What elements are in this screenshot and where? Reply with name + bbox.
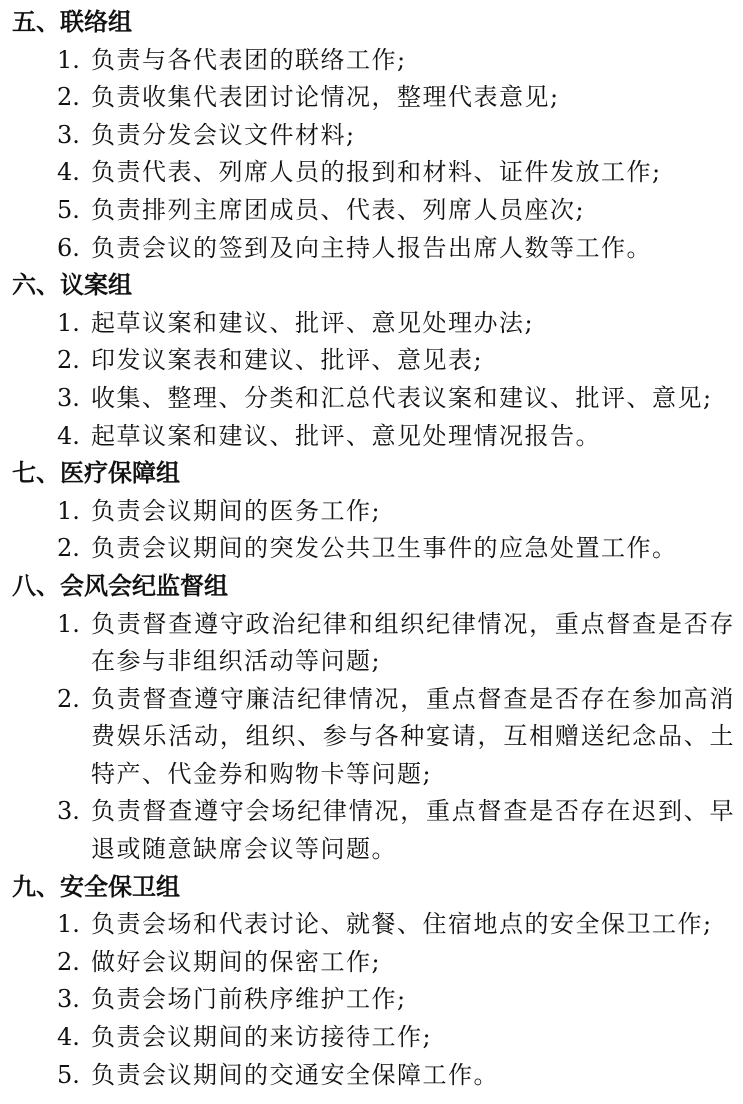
item-number: 3. — [57, 797, 80, 826]
section-medical — [12, 455, 735, 568]
item-text: 负责排列主席团成员、代表、列席人员座次; — [91, 195, 586, 224]
list-item — [57, 981, 735, 1019]
item-number: 2. — [57, 534, 80, 563]
item-number: 1. — [57, 308, 80, 337]
list-item — [57, 906, 735, 944]
item-text: 起草议案和建议、批评、意见处理情况报告。 — [91, 421, 601, 450]
item-text: 负责督查遵守政治纪律和组织纪律情况，重点督查是否存在参与非组织活动等问题; — [91, 609, 735, 676]
list-item — [57, 793, 735, 868]
item-number: 2. — [57, 684, 80, 713]
list-item — [57, 305, 735, 343]
item-text: 负责会议期间的突发公共卫生事件的应急处置工作。 — [91, 534, 678, 563]
list-item — [57, 380, 735, 418]
item-text: 起草议案和建议、批评、意见处理办法; — [91, 308, 535, 337]
list-item — [57, 117, 735, 155]
list-item — [57, 342, 735, 380]
list-item — [57, 530, 735, 568]
item-text: 负责会场和代表讨论、就餐、住宿地点的安全保卫工作; — [91, 910, 713, 939]
list-item — [57, 154, 735, 192]
section-title: 九、安全保卫组 — [12, 872, 180, 901]
item-number: 5. — [57, 195, 80, 224]
item-number: 3. — [57, 383, 80, 412]
item-number: 1. — [57, 45, 80, 74]
item-number: 3. — [57, 120, 80, 149]
section-discipline — [12, 568, 735, 869]
section-title: 五、联络组 — [12, 8, 132, 36]
list-item — [57, 944, 735, 982]
item-text: 负责分发会议文件材料; — [91, 120, 356, 149]
item-list — [12, 305, 735, 455]
item-text: 做好会议期间的保密工作; — [91, 947, 382, 976]
list-item — [57, 1019, 735, 1057]
item-number: 2. — [57, 83, 80, 112]
item-number: 4. — [57, 421, 80, 450]
item-list — [12, 42, 735, 268]
item-text: 负责与各代表团的联络工作; — [91, 45, 407, 74]
item-number: 3. — [57, 985, 80, 1014]
item-number: 2. — [57, 346, 80, 375]
item-text: 负责会议期间的来访接待工作; — [91, 1023, 433, 1052]
section-title: 八、会风会纪监督组 — [12, 571, 228, 600]
item-text: 负责会议期间的交通安全保障工作。 — [91, 1060, 499, 1089]
item-text: 负责收集代表团讨论情况，整理代表意见; — [91, 83, 560, 112]
list-item — [57, 42, 735, 80]
list-item — [57, 681, 735, 794]
list-item — [57, 230, 735, 268]
list-item — [57, 1057, 735, 1095]
item-number: 4. — [57, 158, 80, 187]
item-text: 负责督查遵守会场纪律情况，重点督查是否存在迟到、早退或随意缺席会议等问题。 — [91, 797, 735, 864]
item-number: 1. — [57, 910, 80, 939]
section-title: 六、议案组 — [12, 271, 132, 300]
item-number: 6. — [57, 233, 80, 262]
item-number: 1. — [57, 496, 80, 525]
list-item — [57, 493, 735, 531]
item-text: 负责会议期间的医务工作; — [91, 496, 382, 525]
item-text: 印发议案表和建议、批评、意见表; — [91, 346, 484, 375]
item-list — [12, 606, 735, 869]
item-list — [12, 906, 735, 1094]
section-motions — [12, 267, 735, 455]
list-item — [57, 79, 735, 117]
item-text: 负责会场门前秩序维护工作; — [91, 985, 407, 1014]
list-item — [57, 418, 735, 456]
item-list — [12, 493, 735, 568]
list-item — [57, 606, 735, 681]
item-text: 负责会议的签到及向主持人报告出席人数等工作。 — [91, 233, 652, 262]
item-number: 4. — [57, 1023, 80, 1052]
section-security — [12, 869, 735, 1095]
item-number: 5. — [57, 1060, 80, 1089]
section-title: 七、医疗保障组 — [12, 459, 180, 488]
item-number: 2. — [57, 947, 80, 976]
list-item — [57, 192, 735, 230]
section-liaison — [12, 4, 735, 267]
item-text: 负责代表、列席人员的报到和材料、证件发放工作; — [91, 158, 662, 187]
item-text: 收集、整理、分类和汇总代表议案和建议、批评、意见; — [91, 383, 713, 412]
item-text: 负责督查遵守廉洁纪律情况，重点督查是否存在参加高消费娱乐活动，组织、参与各种宴请，互相赠送纪念品、土特产、代金券和购物卡等问题; — [91, 684, 735, 788]
item-number: 1. — [57, 609, 80, 638]
